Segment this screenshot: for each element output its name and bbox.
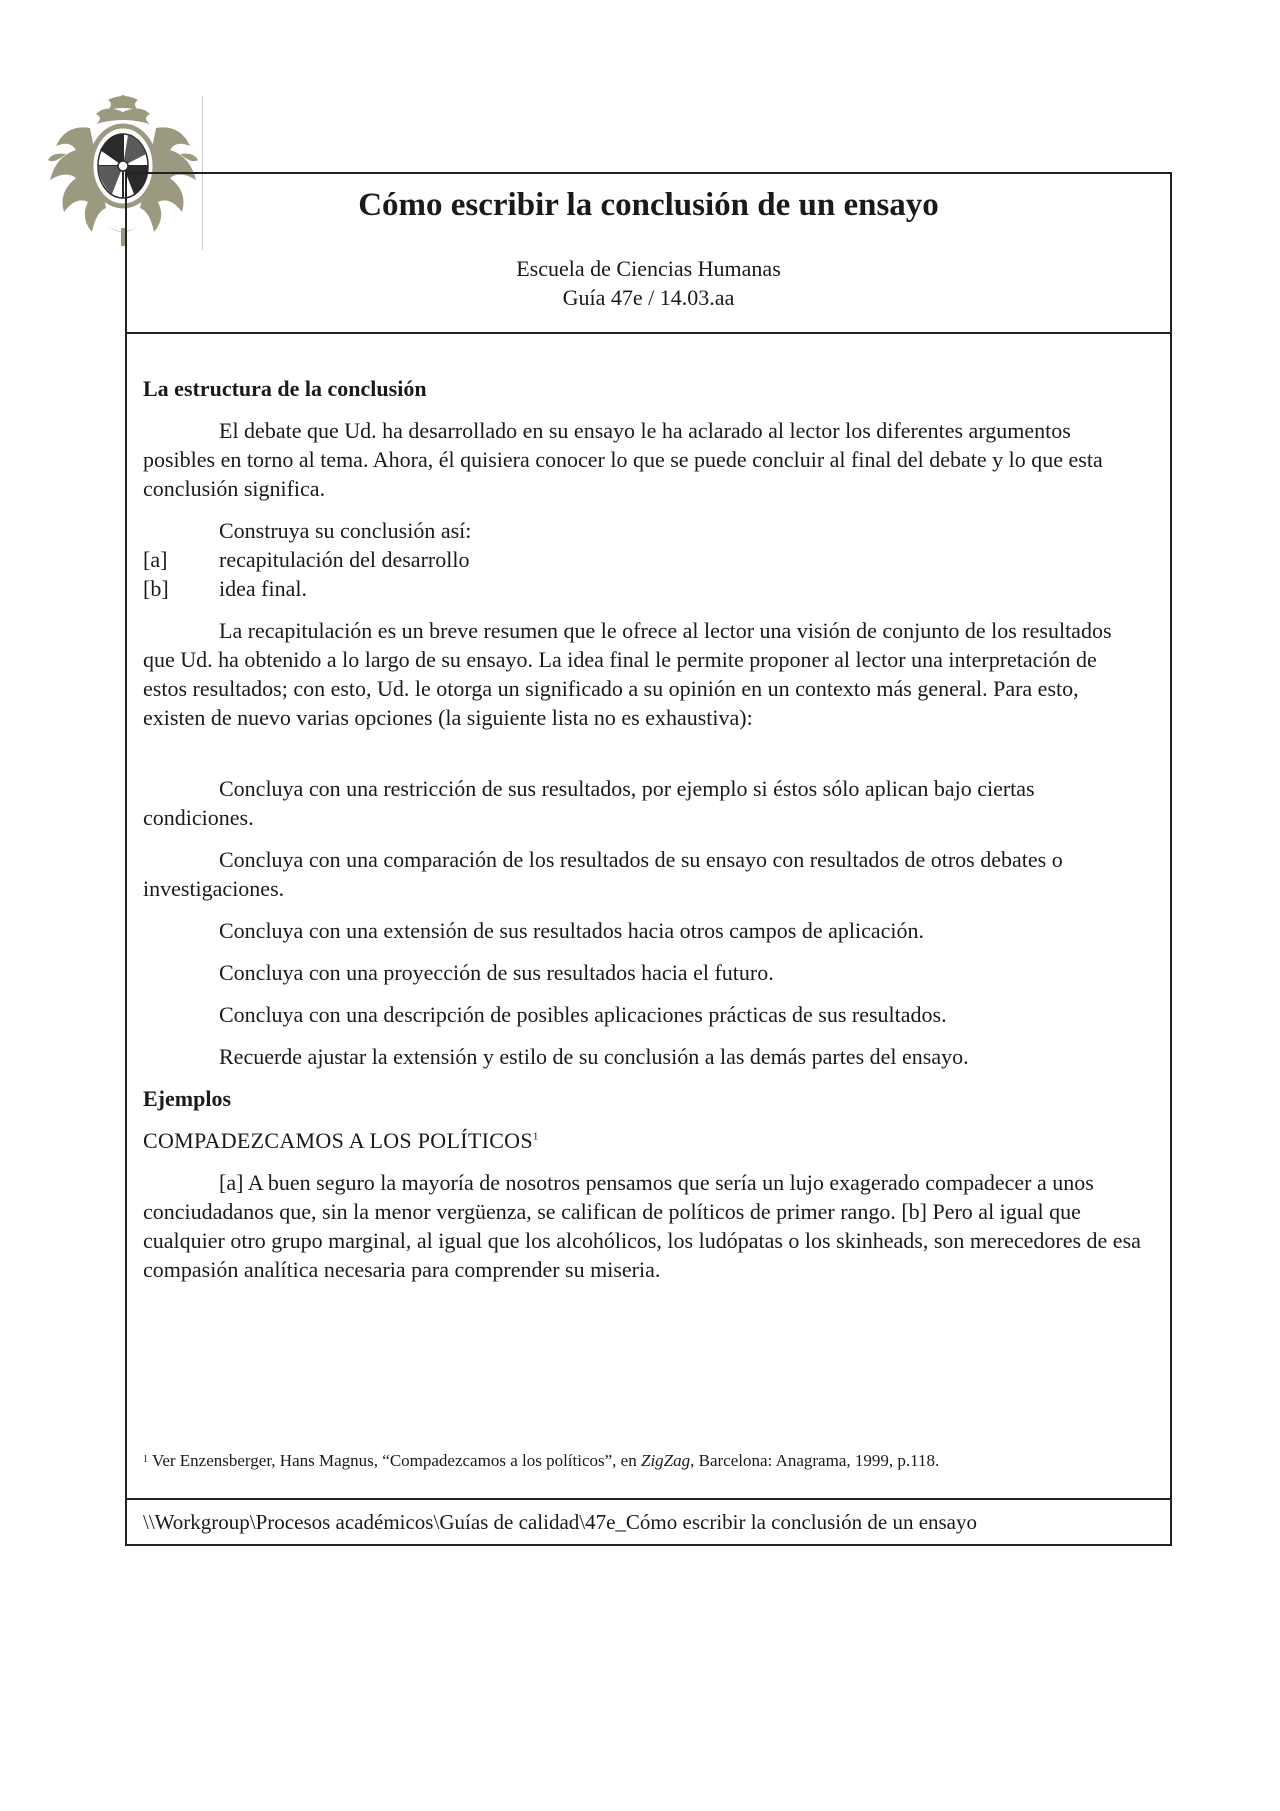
document-frame [125,172,1172,1546]
list-item [143,545,1143,574]
option-paragraph: Concluya con una proyección de sus resultados hacia el futuro. [219,960,774,985]
footnote-mark: 1 [143,1454,148,1465]
footnote [143,1450,939,1472]
footer-divider [127,1498,1170,1500]
option-paragraph: Concluya con una comparación de los resultados de su ensayo con resultados de otros debates o investigaciones. [143,847,1063,901]
list-item-text: idea final. [219,576,307,601]
footnote-book-title: ZigZag [640,1451,691,1470]
list-item [143,574,1143,603]
footnote-text-end: , Barcelona: Anagrama, 1999, p.118. [690,1451,940,1470]
document-header [127,174,1170,334]
section-heading: La estructura de la conclusión [143,376,427,401]
example-title [143,1126,539,1155]
guide-number: Guía 47e / 14.03.aa [562,285,735,310]
list-item-text: recapitulación del desarrollo [219,547,470,572]
example-title-text: COMPADEZCAMOS A LOS POLÍTICOS [143,1128,533,1153]
file-path: \\Workgroup\Procesos académicos\Guías de calidad\47e_Cómo escribir la conclusión de un ensayo [143,1510,978,1534]
reminder-paragraph: Recuerde ajustar la extensión y estilo de su conclusión a las demás partes del ensayo. [219,1044,969,1069]
footnote-text: Ver Enzensberger, Hans Magnus, “Compadezcamos a los políticos”, en [148,1451,641,1470]
list-item-tag: [b] [143,576,169,601]
examples-heading: Ejemplos [143,1086,231,1111]
recap-paragraph: La recapitulación es un breve resumen que le ofrece al lector una visión de conjunto de los resultados que Ud. ha obtenido a lo largo de su ensayo. La idea final le permite proponer al lector una interpretación de estos resultados; con esto, Ud. le otorga un significado a su opinión en un contexto más general. Para esto, existen de nuevo varias opciones (la siguiente lista no es exhaustiva): [143,618,1112,730]
build-line: Construya su conclusión así: [219,518,472,543]
page-title: Cómo escribir la conclusión de un ensayo [358,187,939,223]
intro-paragraph: El debate que Ud. ha desarrollado en su ensayo le ha aclarado al lector los diferentes argumentos posibles en torno al tema. Ahora, él quisiera conocer lo que se puede concluir al final del debate y lo que esta conclusión significa. [143,418,1103,501]
school-name: Escuela de Ciencias Humanas [516,256,781,281]
example-paragraph: [a] A buen seguro la mayoría de nosotros pensamos que sería un lujo exagerado compadecer a unos conciudadanos que, sin la menor vergüenza, se califican de políticos de primer rango. [b] Pero al igual que cualquier otro grupo marginal, al igual que los alcohólicos, los ludópatas o los skinheads, son merecedores de esa compasión analítica necesaria para comprender su miseria. [143,1170,1141,1282]
footnote-reference: 1 [532,1130,539,1143]
option-paragraph: Concluya con una descripción de posibles aplicaciones prácticas de sus resultados. [219,1002,947,1027]
option-paragraph: Concluya con una restricción de sus resultados, por ejemplo si éstos sólo aplican bajo ciertas condiciones. [143,776,1035,830]
option-paragraph: Concluya con una extensión de sus resultados hacia otros campos de aplicación. [219,918,925,943]
list-item-tag: [a] [143,547,168,572]
